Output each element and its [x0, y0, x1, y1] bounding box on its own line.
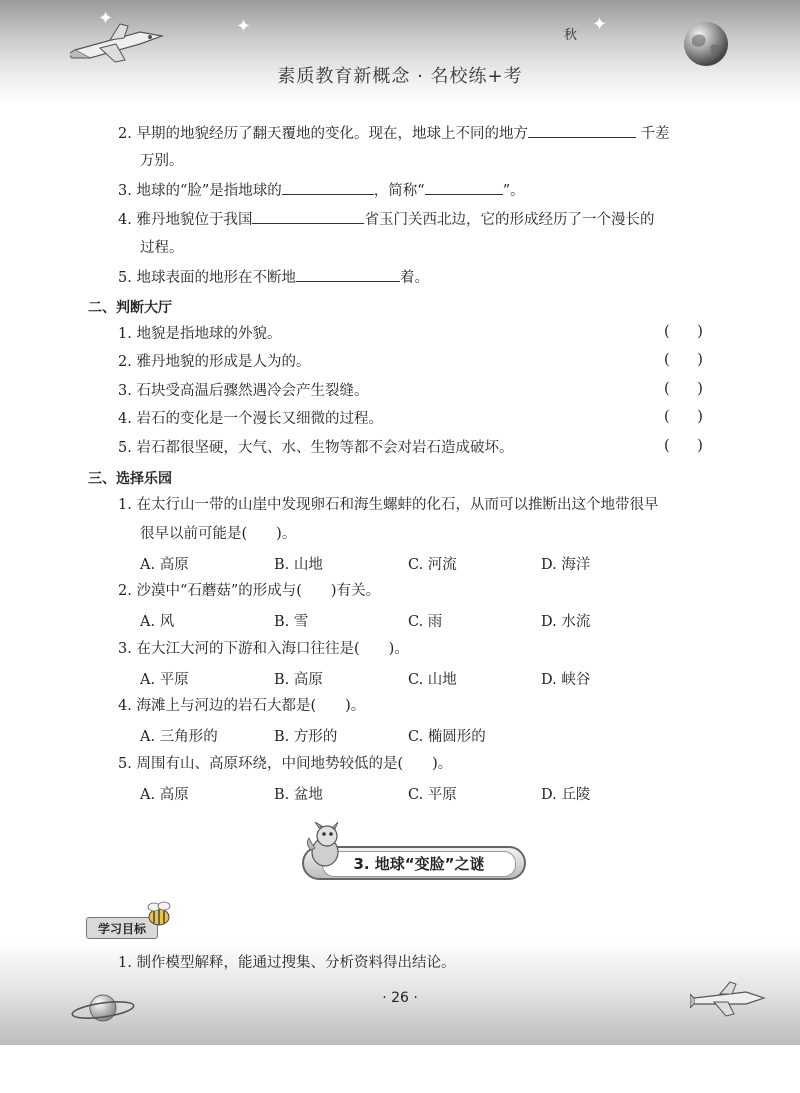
question-number: 3. [118, 183, 132, 199]
judge-answer-box[interactable]: ( ) [664, 409, 703, 425]
question-text: 早期的地貌经历了翻天覆地的变化。现在，地球上不同的地方 [136, 126, 528, 142]
page-number: · 26 · [382, 990, 418, 1006]
star-icon: ✦ [236, 16, 252, 37]
question-text: 雅丹地貌位于我国 [136, 212, 253, 228]
question-text: 雅丹地貌的形成是人为的。 [136, 354, 311, 370]
choice-option[interactable]: C. 椭圆形的 [408, 729, 486, 745]
question-text: 省玉门关西北边，它的形成经历了一个漫长的 [364, 212, 655, 228]
question-number: 3. [118, 383, 132, 399]
judge-item-4 [118, 409, 383, 429]
question-number: 5. [118, 270, 132, 286]
choice-item-4 [118, 696, 365, 716]
question-text: 岩石的变化是一个漫长又细微的过程。 [136, 411, 383, 427]
fill-question-2-cont: 万别。 [140, 153, 184, 169]
question-text: 地球的“脸”是指地球的 [136, 183, 282, 199]
choice-option[interactable]: A. 三角形的 [140, 729, 218, 745]
choice-option[interactable]: B. 高原 [274, 672, 323, 688]
question-text: 周围有山、高原环绕，中间地势较低的是( )。 [136, 756, 453, 772]
star-icon: ✦ [592, 14, 608, 35]
choice-item-2 [118, 581, 380, 601]
choice-item-1-cont: 很早以前可能是( )。 [140, 526, 297, 542]
question-text: 地球表面的地形在不断地 [136, 270, 296, 286]
header-title: 素质教育新概念 · 名校练+考 [277, 66, 523, 87]
question-number: 2. [118, 583, 132, 599]
star-icon: ✦ [98, 8, 114, 29]
choice-option[interactable]: A. 风 [140, 614, 175, 630]
choice-option[interactable]: A. 平原 [140, 672, 189, 688]
judge-item-3 [118, 381, 368, 401]
choice-item-5 [118, 754, 452, 774]
question-number: 5. [118, 756, 132, 772]
question-text: 海滩上与河边的岩石大都是( )。 [136, 698, 366, 714]
fill-question-2 [118, 123, 670, 144]
choice-option[interactable]: B. 山地 [274, 557, 323, 573]
learning-goal-1: 1. 制作模型解释，能通过搜集、分析资料得出结论。 [118, 955, 456, 971]
question-text: 地貌是指地球的外貌。 [136, 326, 282, 342]
judge-answer-box[interactable]: ( ) [664, 438, 703, 454]
answer-blank[interactable] [252, 209, 364, 224]
section-title-choice: 三、选择乐园 [88, 471, 172, 487]
answer-blank[interactable] [528, 123, 636, 138]
question-text: ”。 [502, 183, 525, 199]
question-number: 5. [118, 440, 132, 456]
choice-option[interactable]: D. 海洋 [541, 557, 591, 573]
space-shuttle-icon [70, 10, 170, 70]
question-text: 着。 [399, 270, 429, 286]
choice-item-3 [118, 639, 409, 659]
choice-option[interactable]: D. 水流 [541, 614, 591, 630]
answer-blank[interactable] [282, 180, 374, 195]
dragon-mascot-icon [305, 822, 347, 870]
space-shuttle-icon [690, 978, 770, 1022]
question-text: 石块受高温后骤然遇冷会产生裂缝。 [136, 383, 369, 399]
question-number: 4. [118, 212, 132, 228]
question-number: 2. [118, 126, 132, 142]
choice-option[interactable]: C. 雨 [408, 614, 443, 630]
question-text: ，简称“ [373, 183, 425, 199]
bee-icon [144, 900, 174, 928]
choice-option[interactable]: D. 丘陵 [541, 787, 591, 803]
judge-answer-box[interactable]: ( ) [664, 381, 703, 397]
question-text: 岩石都很坚硬，大气、水、生物等都不会对岩石造成破坏。 [136, 440, 514, 456]
question-text: 在大江大河的下游和入海口往往是( )。 [136, 641, 409, 657]
judge-answer-box[interactable]: ( ) [664, 352, 703, 368]
section-title-judge: 二、判断大厅 [88, 300, 172, 316]
learning-goals-tag: 学习目标 [86, 917, 158, 939]
season-label: 秋 [564, 28, 578, 43]
question-number: 4. [118, 411, 132, 427]
choice-option[interactable]: B. 盆地 [274, 787, 323, 803]
question-number: 4. [118, 698, 132, 714]
judge-item-1 [118, 324, 281, 344]
answer-blank[interactable] [425, 180, 503, 195]
question-number: 2. [118, 354, 132, 370]
choice-option[interactable]: D. 峡谷 [541, 672, 591, 688]
answer-blank[interactable] [296, 267, 400, 282]
choice-option[interactable]: B. 方形的 [274, 729, 338, 745]
judge-item-5 [118, 438, 513, 458]
question-number: 3. [118, 641, 132, 657]
fill-question-5 [118, 267, 429, 288]
question-number: 1. [118, 497, 132, 513]
lesson-title: 3. 地球“变脸”之谜 [322, 851, 516, 877]
choice-option[interactable]: A. 高原 [140, 787, 189, 803]
fill-question-4 [118, 209, 654, 230]
choice-option[interactable]: C. 山地 [408, 672, 457, 688]
judge-item-2 [118, 352, 310, 372]
fill-question-4-cont: 过程。 [140, 240, 184, 256]
judge-answer-box[interactable]: ( ) [664, 324, 703, 340]
question-number: 1. [118, 326, 132, 342]
question-text: 沙漠中“石蘑菇”的形成与( )有关。 [136, 583, 381, 599]
fill-question-3 [118, 180, 525, 201]
globe-icon [682, 20, 730, 68]
choice-option[interactable]: C. 平原 [408, 787, 457, 803]
question-text: 千差 [640, 126, 670, 142]
choice-option[interactable]: B. 雪 [274, 614, 309, 630]
choice-item-1 [118, 495, 658, 515]
question-text: 在太行山一带的山崖中发现卵石和海生螺蚌的化石，从而可以推断出这个地带很早 [136, 497, 659, 513]
choice-option[interactable]: A. 高原 [140, 557, 189, 573]
choice-option[interactable]: C. 河流 [408, 557, 457, 573]
